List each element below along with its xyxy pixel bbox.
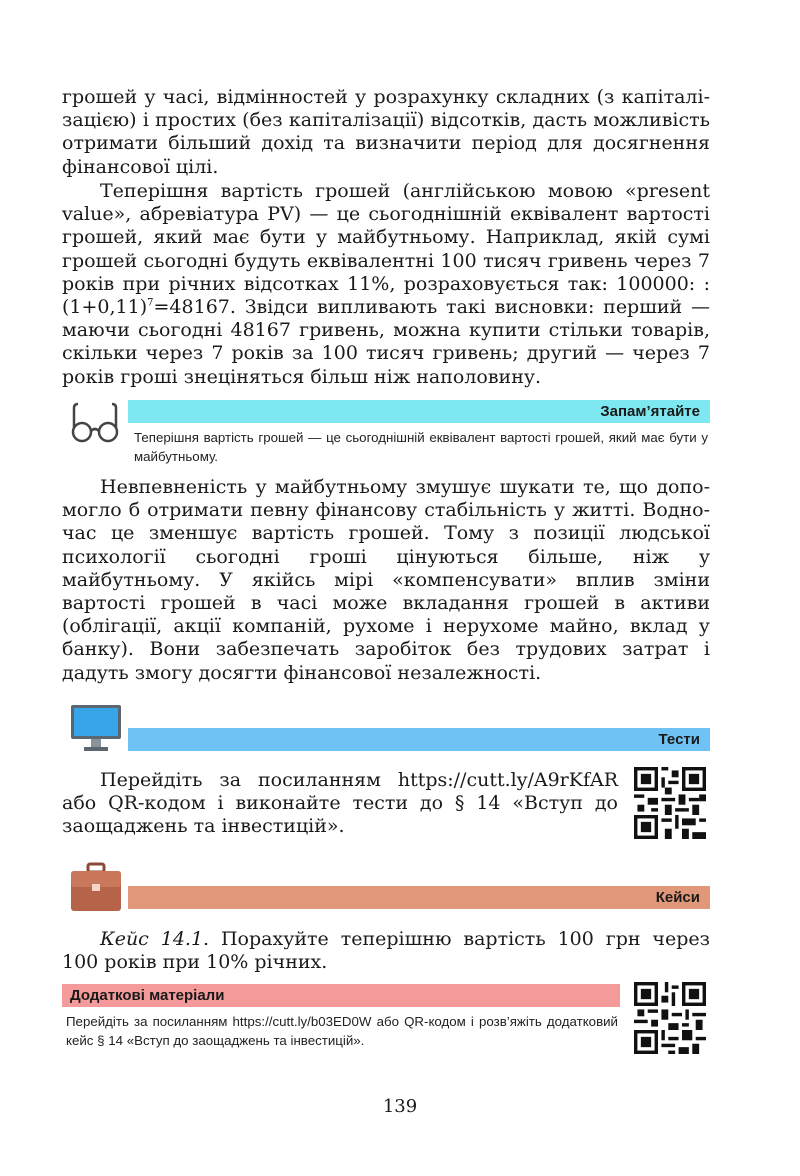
tests-header: Тести [128,728,710,751]
paragraph-2 [62,180,710,389]
remember-header: Запам’ятайте [128,400,710,423]
paragraph-1: грошей у часі, відмінностей у розрахунку складних (з капіталізацією) і простих (без капіталізації) відсотків, дасть можливість отримати більший дохід та визначити період для досягнення фінансової цілі. [62,86,710,178]
glasses-icon [68,400,122,444]
additional-text: Перейдіть за посиланням https://cutt.ly/b03ED0W або QR-кодом і розв’яжіть додатковий кейс § 14 «Вступ до заощаджень та інвестицій». [66,1014,618,1048]
page-number: 139 [382,1096,418,1117]
paragraph-2-part1: Теперішня вартість грошей (англійською мовою «present value», абревіатура PV) — це сьогоднішній еквівалент вартості грошей, який має бути у майбутньому. Наприклад, якій сумі грошей сьогодні будуть еквівалентні 100 тисяч гривень через 7 років при річних відсотках 11%, розраховується так: 100000: :(1+0,11) [62,180,710,319]
case-14-1 [62,928,710,974]
exponent: 7 [147,297,154,309]
qr-code-icon [634,767,706,839]
paragraph-2-part2: =48167. Звідси випливають такі висновки: перший — маючи сьогодні 48167 гривень, можна купити стільки товарів, скільки через 7 років за 100 тисяч гривень; другий — через 7 років гроші знеціняться більш ніж наполовину. [62,296,710,388]
qr-code-icon [634,982,706,1054]
case-label: Кейс 14.1 [100,928,204,950]
briefcase-icon [70,862,122,912]
paragraph-3: Невпевненість у майбутньому змушує шукати те, що допомогло б отримати певну фінансову стабільність у житті. Водночас це зменшує вартість грошей. Тому з позиції людської психології сьогодні гроші цінуються більше, ніж у майбутньому. У якійсь мірі «компенсувати» вплив зміни вартості грошей в часі може вкладання грошей в активи (облігації, акції компаній, рухоме і нерухоме майно, вклад у банку). Вони забезпечать заробіток без трудових затрат і дадуть змогу досягти фінансової незалежності. [62,476,710,684]
additional-header: Додаткові матеріали [62,984,620,1007]
case-text: . Порахуйте теперішню вартість 100 грн через 100 років при 10% річних. [62,928,710,974]
monitor-icon [70,704,122,754]
cases-header: Кейси [128,886,710,909]
tests-text: Перейдіть за посиланням https://cutt.ly/A9rKfAR або QR-кодом і виконайте тести до § 14 «Вступ до заощаджень та інвестицій». [62,769,618,838]
remember-text: Теперішня вартість грошей — це сьогоднішній еквівалент вартості грошей, який має бути у майбутньому. [134,430,708,464]
